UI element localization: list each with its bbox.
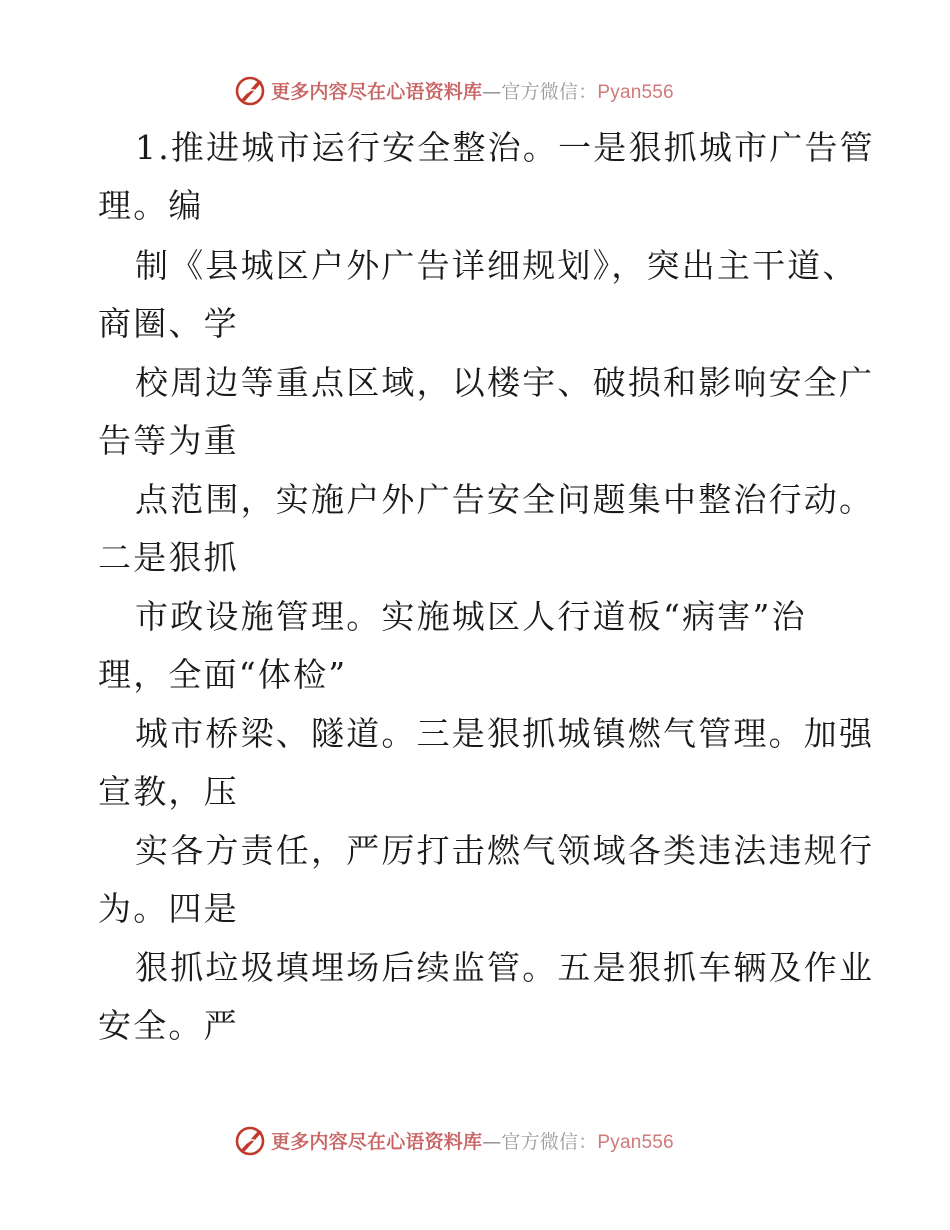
paragraph-line-1b: 理。编: [98, 186, 204, 225]
paragraph-line-4b: 二是狠抓: [98, 538, 239, 577]
paragraph-line-2a: 制《县城区户外广告详细规划》，突出主干道、: [135, 246, 858, 285]
paragraph-line-5b: 理，全面“体检”: [98, 655, 348, 694]
paragraph-line-3b: 告等为重: [98, 421, 239, 460]
footer-watermark-banner: [233, 1122, 674, 1158]
banner-lead-text: 更多内容尽在心语资料库: [271, 80, 483, 103]
paragraph-line-3a: 校周边等重点区域，以楼宇、破损和影响安全广: [135, 363, 875, 402]
quill-pen-logo-icon: [233, 73, 267, 107]
banner-handle: Pyan556: [597, 81, 674, 103]
paragraph-line-8b: 安全。严: [98, 1006, 239, 1045]
paragraph-line-2b: 商圈、学: [98, 304, 239, 343]
banner-text: [271, 1127, 674, 1154]
paragraph-line-7b: 为。四是: [98, 889, 239, 928]
banner-dash: —: [482, 80, 502, 103]
header-watermark-banner: [233, 72, 674, 108]
banner-handle: Pyan556: [597, 1131, 674, 1153]
banner-lead-text: 更多内容尽在心语资料库: [271, 1130, 483, 1153]
paragraph-line-6a: 城市桥梁、隧道。三是狠抓城镇燃气管理。加强: [135, 714, 875, 753]
paragraph-line-7a: 实各方责任，严厉打击燃气领域各类违法违规行: [135, 831, 875, 870]
banner-official-label: 官方微信：: [501, 80, 598, 103]
banner-dash: —: [482, 1130, 502, 1153]
paragraph-line-8a: 狠抓垃圾填埋场后续监管。五是狠抓车辆及作业: [135, 948, 875, 987]
paragraph-line-5a: 市政设施管理。实施城区人行道板“病害”治: [135, 597, 807, 636]
quill-pen-logo-icon: [233, 1123, 267, 1157]
paragraph-line-1a: 1.推进城市运行安全整治。一是狠抓城市广告管: [135, 128, 875, 167]
banner-text: [271, 77, 674, 104]
paragraph-line-6b: 宣教，压: [98, 772, 239, 811]
banner-official-label: 官方微信：: [501, 1130, 598, 1153]
paragraph-line-4a: 点范围，实施户外广告安全问题集中整治行动。: [135, 480, 875, 519]
